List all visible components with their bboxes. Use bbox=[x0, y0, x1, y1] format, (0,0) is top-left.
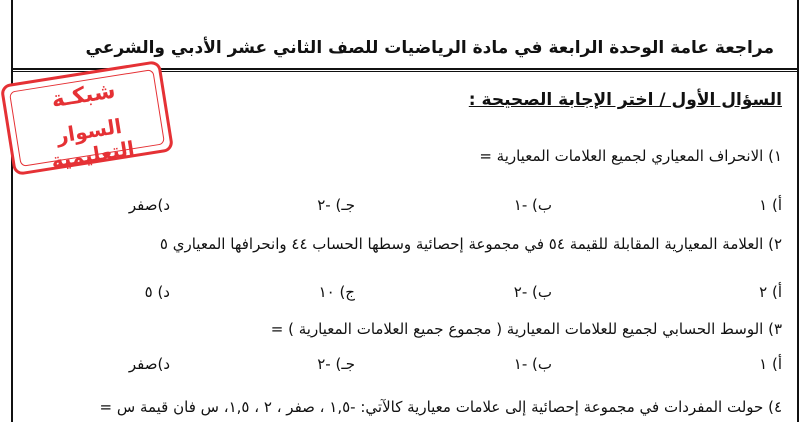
q2-option-c: ج) ١٠ bbox=[318, 283, 355, 301]
page-border-left bbox=[11, 0, 13, 422]
q3-option-c: جـ) -٢ bbox=[317, 355, 355, 373]
network-stamp-logo bbox=[0, 60, 174, 176]
stamp-text-line1: شبكـة bbox=[49, 78, 118, 114]
page-border-right bbox=[797, 0, 799, 422]
section-title: السؤال الأول / اختر الإجابة الصحيحة : bbox=[468, 90, 782, 110]
q3-option-a: أ) ١ bbox=[759, 355, 782, 373]
stamp-text-line2: السوار التعليمية bbox=[49, 113, 137, 173]
q1-option-a: أ) ١ bbox=[759, 196, 782, 214]
question-1: ١) الانحراف المعياري لجميع العلامات المعيارية = bbox=[479, 147, 782, 165]
document-title: مراجعة عامة الوحدة الرابعة في مادة الرياضيات للصف الثاني عشر الأدبي والشرعي bbox=[85, 38, 774, 58]
question-3: ٣) الوسط الحسابي لجميع للعلامات المعيارية ( مجموع جميع العلامات المعيارية ) = bbox=[270, 320, 782, 338]
question-2: ٢) العلامة المعيارية المقابلة للقيمة ٥٤ في مجموعة إحصائية وسطها الحساب ٤٤ وانحرافها المعياري ٥ bbox=[159, 235, 782, 253]
q1-option-b: ب) -١ bbox=[513, 196, 552, 214]
q2-option-b: ب) -٢ bbox=[513, 283, 552, 301]
q3-option-d: د)صفر bbox=[128, 355, 170, 373]
q1-option-c: جـ) -٢ bbox=[317, 196, 355, 214]
q2-option-d: د) ٥ bbox=[144, 283, 170, 301]
q2-option-a: أ) ٢ bbox=[759, 283, 782, 301]
q1-option-d: د)صفر bbox=[128, 196, 170, 214]
question-4: ٤) حولت المفردات في مجموعة إحصائية إلى علامات معيارية كالآتي: -١,٥ ، صفر ، ٢ ، ١,٥، س فان قيمة س = bbox=[99, 398, 782, 416]
q3-option-b: ب) -١ bbox=[513, 355, 552, 373]
